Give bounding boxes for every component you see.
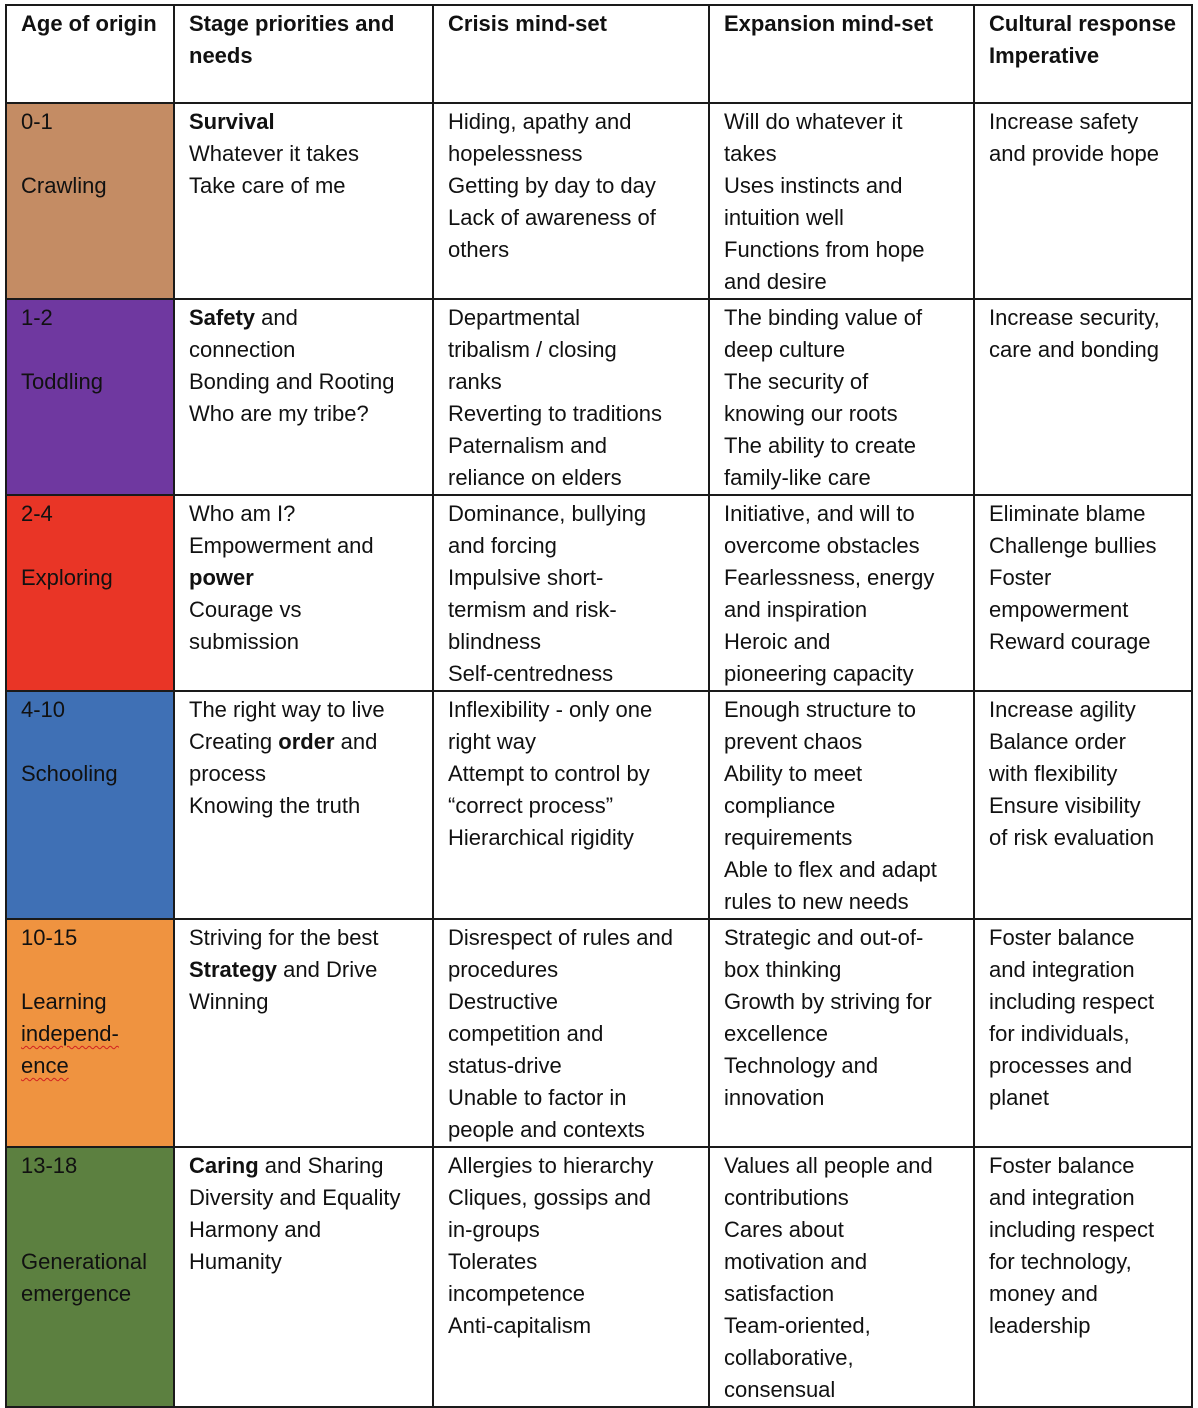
expansion-line: Will do whatever it xyxy=(724,109,903,134)
crisis-line: ranks xyxy=(448,369,502,394)
expansion-line: Ability to meet xyxy=(724,761,863,786)
expansion-cell xyxy=(709,919,974,1147)
expansion-line: and inspiration xyxy=(724,597,868,622)
needs-keyword: Safety xyxy=(189,305,256,330)
stage-label: Learning xyxy=(21,989,107,1014)
expansion-line: The security of xyxy=(724,369,869,394)
crisis-line: Anti-capitalism xyxy=(448,1313,592,1338)
response-line: money and xyxy=(989,1281,1098,1306)
expansion-line: box thinking xyxy=(724,957,842,982)
expansion-line: Growth by striving for xyxy=(724,989,932,1014)
crisis-line: Cliques, gossips and xyxy=(448,1185,652,1210)
expansion-line: Team-oriented, xyxy=(724,1313,871,1338)
crisis-line: Reverting to traditions xyxy=(448,401,662,426)
stage-label: emergence xyxy=(21,1281,132,1306)
expansion-line: takes xyxy=(724,141,777,166)
expansion-line: family-like care xyxy=(724,465,871,490)
table-row xyxy=(6,1147,1192,1407)
response-line: for technology, xyxy=(989,1249,1132,1274)
needs-line: Diversity and Equality xyxy=(189,1185,401,1210)
needs-keyword: order xyxy=(278,729,335,754)
expansion-line: pioneering capacity xyxy=(724,661,914,686)
age-cell-exploring xyxy=(6,495,174,691)
crisis-line: Destructive xyxy=(448,989,559,1014)
needs-line: Winning xyxy=(189,989,269,1014)
crisis-line: Unable to factor in xyxy=(448,1085,627,1110)
needs-keyword: Survival xyxy=(189,109,275,134)
expansion-line: and desire xyxy=(724,269,827,294)
needs-keyword: Caring xyxy=(189,1153,259,1178)
response-line: leadership xyxy=(989,1313,1091,1338)
expansion-line: Strategic and out-of- xyxy=(724,925,924,950)
expansion-cell xyxy=(709,495,974,691)
response-line: care and bonding xyxy=(989,337,1160,362)
crisis-line: Dominance, bullying xyxy=(448,501,647,526)
age-cell-toddling xyxy=(6,299,174,495)
needs-line: Striving for the best xyxy=(189,925,379,950)
response-line: for individuals, xyxy=(989,1021,1130,1046)
response-line: and provide hope xyxy=(989,141,1160,166)
expansion-line: Heroic and xyxy=(724,629,831,654)
response-cell xyxy=(974,495,1192,691)
needs-cell xyxy=(174,103,433,299)
expansion-line: contributions xyxy=(724,1185,849,1210)
response-line: Ensure visibility xyxy=(989,793,1141,818)
crisis-line: Hierarchical rigidity xyxy=(448,825,634,850)
crisis-line: Allergies to hierarchy xyxy=(448,1153,654,1178)
expansion-line: excellence xyxy=(724,1021,828,1046)
needs-keyword: power xyxy=(189,565,254,590)
expansion-line: knowing our roots xyxy=(724,401,898,426)
expansion-line: overcome obstacles xyxy=(724,533,920,558)
expansion-line: innovation xyxy=(724,1085,825,1110)
age-label: 0-1 xyxy=(21,109,53,134)
crisis-line: Lack of awareness of xyxy=(448,205,656,230)
needs-line: Courage vs xyxy=(189,597,302,622)
needs-text: Creating xyxy=(189,729,279,754)
response-line: planet xyxy=(989,1085,1049,1110)
crisis-line: tribalism / closing xyxy=(448,337,617,362)
needs-text: and Sharing xyxy=(258,1153,384,1178)
needs-cell xyxy=(174,299,433,495)
response-line: empowerment xyxy=(989,597,1129,622)
needs-line: process xyxy=(189,761,267,786)
expansion-line: satisfaction xyxy=(724,1281,835,1306)
response-line: including respect xyxy=(989,989,1155,1014)
needs-line: Take care of me xyxy=(189,173,346,198)
expansion-line: Values all people and xyxy=(724,1153,933,1178)
crisis-line: and forcing xyxy=(448,533,557,558)
crisis-line: status-drive xyxy=(448,1053,562,1078)
stage-label: independ- xyxy=(21,1021,119,1046)
crisis-line: in-groups xyxy=(448,1217,540,1242)
response-line: with flexibility xyxy=(989,761,1118,786)
crisis-line: Impulsive short- xyxy=(448,565,604,590)
expansion-line: compliance xyxy=(724,793,836,818)
age-label: 10-15 xyxy=(21,925,78,950)
needs-cell xyxy=(174,691,433,919)
needs-line: Humanity xyxy=(189,1249,282,1274)
needs-keyword: Strategy xyxy=(189,957,278,982)
crisis-line: Attempt to control by xyxy=(448,761,650,786)
expansion-line: Fearlessness, energy xyxy=(724,565,935,590)
response-cell xyxy=(974,691,1192,919)
expansion-cell xyxy=(709,103,974,299)
expansion-line: rules to new needs xyxy=(724,889,909,914)
response-cell xyxy=(974,1147,1192,1407)
expansion-line: collaborative, xyxy=(724,1345,854,1370)
crisis-line: Departmental xyxy=(448,305,581,330)
needs-text: and xyxy=(334,729,378,754)
response-line: and integration xyxy=(989,957,1135,982)
response-line: Foster balance xyxy=(989,925,1135,950)
crisis-cell xyxy=(433,299,709,495)
age-cell-schooling xyxy=(6,691,174,919)
crisis-cell xyxy=(433,691,709,919)
table-row xyxy=(6,691,1192,919)
crisis-line: Disrespect of rules and xyxy=(448,925,673,950)
crisis-cell xyxy=(433,919,709,1147)
stage-label: Schooling xyxy=(21,761,118,786)
crisis-line: people and contexts xyxy=(448,1117,645,1142)
expansion-line: consensual xyxy=(724,1377,836,1402)
needs-cell xyxy=(174,919,433,1147)
crisis-line: others xyxy=(448,237,510,262)
age-cell-crawling xyxy=(6,103,174,299)
table-row xyxy=(6,103,1192,299)
response-cell xyxy=(974,103,1192,299)
needs-line: Who am I? xyxy=(189,501,296,526)
stages-table xyxy=(5,4,1193,1408)
needs-line: connection xyxy=(189,337,296,362)
stage-label: Crawling xyxy=(21,173,107,198)
header-row xyxy=(6,5,1192,103)
expansion-line: motivation and xyxy=(724,1249,868,1274)
crisis-line: competition and xyxy=(448,1021,604,1046)
header-stage-priorities: Stage priorities and needs xyxy=(174,5,433,103)
response-line: Balance order xyxy=(989,729,1126,754)
crisis-line: Hiding, apathy and xyxy=(448,109,632,134)
expansion-cell xyxy=(709,691,974,919)
needs-line: Whatever it takes xyxy=(189,141,359,166)
needs-cell xyxy=(174,495,433,691)
expansion-line: Enough structure to xyxy=(724,697,917,722)
header-age-of-origin: Age of origin xyxy=(6,5,174,103)
response-line: Eliminate blame xyxy=(989,501,1146,526)
age-label: 1-2 xyxy=(21,305,53,330)
needs-line: submission xyxy=(189,629,300,654)
header-cultural-response: Cultural response Imperative xyxy=(974,5,1192,103)
expansion-line: Technology and xyxy=(724,1053,879,1078)
needs-text: and Drive xyxy=(277,957,378,982)
table-row xyxy=(6,299,1192,495)
response-line: Increase safety xyxy=(989,109,1139,134)
age-cell-learning xyxy=(6,919,174,1147)
expansion-line: Able to flex and adapt xyxy=(724,857,937,882)
response-line: Increase agility xyxy=(989,697,1136,722)
expansion-line: requirements xyxy=(724,825,853,850)
needs-line: Harmony and xyxy=(189,1217,322,1242)
response-line: processes and xyxy=(989,1053,1133,1078)
crisis-line: blindness xyxy=(448,629,541,654)
crisis-line: Getting by day to day xyxy=(448,173,656,198)
crisis-line: procedures xyxy=(448,957,559,982)
stage-label: Toddling xyxy=(21,369,103,394)
crisis-line: termism and risk- xyxy=(448,597,617,622)
table-row xyxy=(6,919,1192,1147)
stage-label: Exploring xyxy=(21,565,113,590)
needs-line: Empowerment and xyxy=(189,533,374,558)
age-label: 13-18 xyxy=(21,1153,78,1178)
response-line: Increase security, xyxy=(989,305,1160,330)
expansion-cell xyxy=(709,1147,974,1407)
expansion-line: intuition well xyxy=(724,205,844,230)
expansion-line: Cares about xyxy=(724,1217,844,1242)
response-line: Reward courage xyxy=(989,629,1151,654)
age-label: 2-4 xyxy=(21,501,53,526)
response-cell xyxy=(974,919,1192,1147)
needs-line: Who are my tribe? xyxy=(189,401,369,426)
crisis-line: Inflexibility - only one xyxy=(448,697,653,722)
expansion-line: prevent chaos xyxy=(724,729,863,754)
expansion-line: deep culture xyxy=(724,337,846,362)
table-row xyxy=(6,495,1192,691)
stage-label: Generational xyxy=(21,1249,147,1274)
expansion-line: The binding value of xyxy=(724,305,923,330)
expansion-cell xyxy=(709,299,974,495)
crisis-line: Self-centredness xyxy=(448,661,614,686)
response-line: Challenge bullies xyxy=(989,533,1157,558)
response-line: of risk evaluation xyxy=(989,825,1155,850)
crisis-line: reliance on elders xyxy=(448,465,622,490)
header-crisis-mindset: Crisis mind-set xyxy=(433,5,709,103)
crisis-line: Paternalism and xyxy=(448,433,607,458)
needs-line: Knowing the truth xyxy=(189,793,361,818)
crisis-line: right way xyxy=(448,729,537,754)
header-expansion-mindset: Expansion mind-set xyxy=(709,5,974,103)
crisis-cell xyxy=(433,1147,709,1407)
age-label: 4-10 xyxy=(21,697,66,722)
crisis-line: Tolerates xyxy=(448,1249,538,1274)
crisis-line: “correct process” xyxy=(448,793,614,818)
response-line: Foster balance xyxy=(989,1153,1135,1178)
needs-cell xyxy=(174,1147,433,1407)
crisis-line: incompetence xyxy=(448,1281,585,1306)
response-line: Foster xyxy=(989,565,1052,590)
age-cell-generational xyxy=(6,1147,174,1407)
expansion-line: Initiative, and will to xyxy=(724,501,915,526)
expansion-line: The ability to create xyxy=(724,433,916,458)
crisis-cell xyxy=(433,103,709,299)
response-line: including respect xyxy=(989,1217,1155,1242)
response-cell xyxy=(974,299,1192,495)
expansion-line: Functions from hope xyxy=(724,237,925,262)
needs-line: Bonding and Rooting xyxy=(189,369,395,394)
crisis-line: hopelessness xyxy=(448,141,583,166)
needs-text: and xyxy=(255,305,298,330)
crisis-cell xyxy=(433,495,709,691)
stage-label: ence xyxy=(21,1053,69,1078)
expansion-line: Uses instincts and xyxy=(724,173,903,198)
needs-line: The right way to live xyxy=(189,697,385,722)
response-line: and integration xyxy=(989,1185,1135,1210)
